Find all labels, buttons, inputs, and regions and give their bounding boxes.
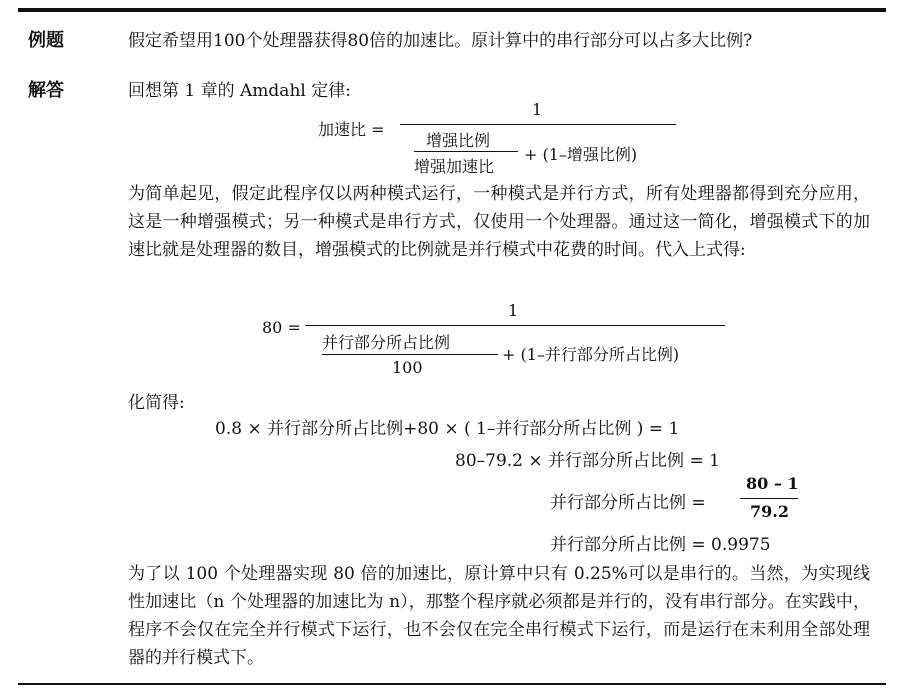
formula1-lhs: 加速比 =: [318, 120, 385, 139]
step3-lhs: 并行部分所占比例 =: [550, 493, 706, 513]
formula1-numerator: 1: [532, 100, 543, 119]
formula1-inner-denominator: 增强加速比: [414, 157, 495, 176]
formula1-inner-numerator: 增强比例: [426, 131, 491, 150]
step3-numerator: 80 – 1: [746, 474, 799, 493]
formula1-fraction-bar: [400, 124, 676, 125]
simplify-label: 化简得:: [128, 393, 185, 413]
formula2-numerator: 1: [508, 301, 519, 320]
simplify-step-1: 0.8 × 并行部分所占比例+80 × ( 1–并行部分所占比例 ) = 1: [215, 419, 680, 439]
formula2-tail: + (1–并行部分所占比例): [502, 345, 680, 364]
answer-intro: 回想第 1 章的 Amdahl 定律:: [128, 81, 351, 101]
example-label: 例题: [28, 30, 64, 51]
formula1-inner-bar: [414, 151, 518, 152]
formula2-inner-denominator: 100: [392, 358, 423, 377]
step3-denominator: 79.2: [750, 502, 789, 521]
formula2-inner-bar: [322, 354, 498, 355]
example-question: 假定希望用100个处理器获得80倍的加速比。原计算中的串行部分可以占多大比例?: [128, 31, 753, 51]
formula2-inner-numerator: 并行部分所占比例: [322, 333, 451, 352]
formula1-tail: + (1–增强比例): [524, 145, 638, 164]
bottom-rule: [18, 683, 886, 685]
explanation-paragraph: 为简单起见，假定此程序仅以两种模式运行，一种模式是并行方式，所有处理器都得到充分应用，这是一种增强模式；另一种模式是串行方式，仅使用一个处理器。通过这一简化，增强模式下的加速比就是处理器的数目，增强模式的比例就是并行模式中花费的时间。代入上式得:: [128, 184, 870, 260]
formula2-lhs: 80 =: [262, 318, 301, 337]
conclusion-paragraph: 为了以 100 个处理器实现 80 倍的加速比，原计算中只有 0.25%可以是串行的。当然，为实现线性加速比（n 个处理器的加速比为 n），那整个程序就必须都是并行的，没有串行部分。在实践中，程序不会仅在完全并行模式下运行，也不会仅在完全串行模式下运行，而是运行在未利用全部处理器的并行模式下。: [128, 564, 870, 668]
answer-label: 解答: [28, 80, 64, 101]
simplify-step-4: 并行部分所占比例 = 0.9975: [550, 535, 771, 555]
step3-bar: [740, 498, 798, 499]
formula2-fraction-bar: [305, 325, 725, 326]
simplify-step-2: 80–79.2 × 并行部分所占比例 = 1: [455, 451, 720, 471]
top-rule: [18, 8, 886, 12]
